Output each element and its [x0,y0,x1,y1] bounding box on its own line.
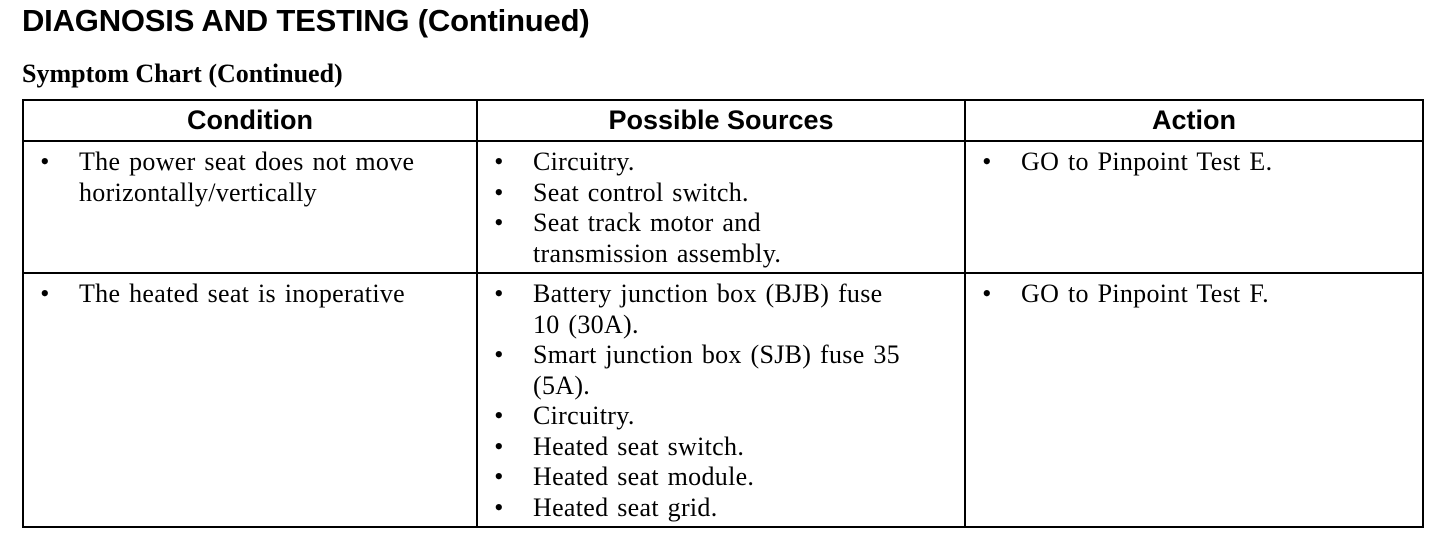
table-row [23,273,1423,527]
condition-cell [23,141,477,273]
possible-sources-list [478,142,964,272]
list-item [478,178,958,209]
condition-cell [23,273,477,527]
column-header-possible-sources: Possible Sources [477,100,965,141]
column-header-action: Action [965,100,1423,141]
column-header-condition: Condition [23,100,477,141]
list-item [478,147,958,178]
action-cell [965,141,1423,273]
list-item [478,462,958,493]
bullet-icon: • [494,340,504,369]
bullet-icon: • [982,279,992,308]
list-item-text: Circuitry. [533,147,635,176]
condition-list [24,142,476,211]
bullet-icon: • [40,147,50,176]
list-item-text: The power seat does not move horizontally/vertically [79,147,415,207]
list-item-text: Heated seat grid. [533,492,718,522]
list-item-text: Smart junction box (SJB) fuse 35 (5A). [533,340,900,400]
bullet-icon: • [494,208,504,237]
list-item-text: Heated seat switch. [533,431,745,461]
bullet-icon: • [494,492,504,522]
page-title: DIAGNOSIS AND TESTING (Continued) [22,3,590,38]
list-item-text: Battery junction box (BJB) fuse 10 (30A). [533,279,883,339]
list-item [478,340,958,401]
list-item [478,208,958,269]
condition-list [24,274,476,313]
list-item-text: Circuitry. [533,401,635,430]
symptom-chart-table [22,99,1424,528]
action-cell [965,273,1423,527]
list-item-text: Seat track motor and transmission assembly. [533,208,782,268]
list-item [478,493,958,524]
possible-sources-list [478,274,964,526]
action-list [966,274,1422,313]
list-item [478,279,958,340]
list-item-text: The heated seat is inoperative [79,279,405,308]
table-header-row [23,100,1423,141]
list-item-text: Seat control switch. [533,177,749,207]
list-item-text: GO to Pinpoint Test F. [1021,279,1269,308]
bullet-icon: • [494,147,504,176]
possible-sources-cell [477,273,965,527]
bullet-icon: • [494,462,504,491]
bullet-icon: • [494,401,504,430]
list-item [966,147,1416,178]
list-item [478,432,958,463]
bullet-icon: • [494,177,504,207]
list-item [24,147,470,208]
bullet-icon: • [982,147,992,176]
list-item [24,279,470,310]
bullet-icon: • [40,279,50,308]
list-item [478,401,958,432]
list-item-text: Heated seat module. [533,462,755,491]
possible-sources-cell [477,141,965,273]
action-list [966,142,1422,181]
section-title: Symptom Chart (Continued) [22,59,343,88]
table-row [23,141,1423,273]
bullet-icon: • [494,431,504,461]
bullet-icon: • [494,279,504,308]
list-item [966,279,1416,310]
list-item-text: GO to Pinpoint Test E. [1021,147,1273,176]
